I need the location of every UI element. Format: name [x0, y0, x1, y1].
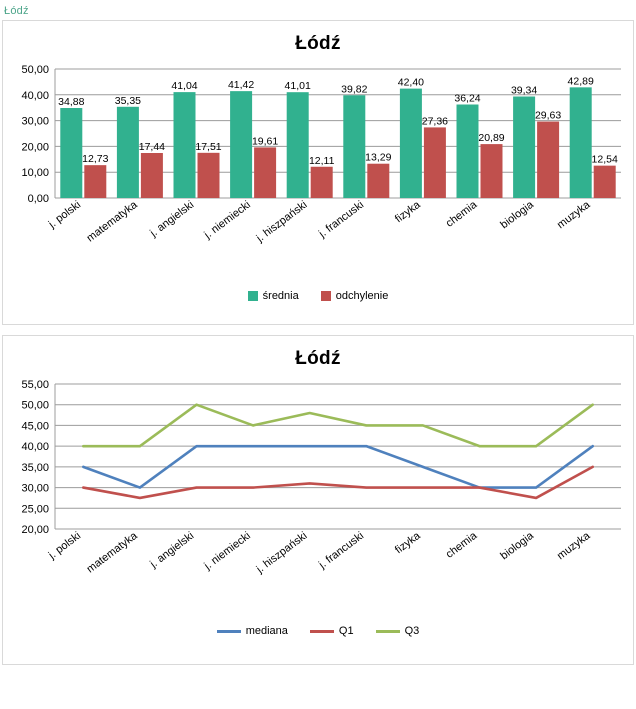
- y-axis-tick-label: 35,00: [21, 461, 49, 474]
- bar-value-label: 17,44: [138, 141, 166, 154]
- bar-value-label: 12,54: [591, 153, 618, 166]
- bar: [513, 97, 535, 198]
- x-axis-tick-label: j. niemiecki: [202, 198, 253, 242]
- line-chart-card: [2, 335, 634, 665]
- bar-chart-plot: [3, 55, 633, 290]
- x-axis-tick-label: fizyka: [393, 198, 423, 226]
- line-chart-title: Łódź: [295, 348, 341, 369]
- x-axis-tick-label: j. francuski: [316, 529, 367, 572]
- legend-label: odchylenie: [335, 290, 389, 302]
- legend-label: mediana: [245, 625, 288, 637]
- x-axis-tick-label: matematyka: [84, 198, 140, 245]
- bar-value-label: 39,82: [341, 83, 368, 96]
- legend-label: Q3: [404, 625, 420, 637]
- bar: [311, 167, 333, 198]
- line-chart-svg: [3, 370, 633, 625]
- bar: [537, 122, 559, 198]
- x-axis-tick-label: matematyka: [84, 529, 140, 576]
- bar: [481, 144, 503, 198]
- bar-value-label: 27,36: [421, 115, 449, 128]
- x-axis-tick-label: biologia: [498, 198, 536, 232]
- bar: [594, 166, 616, 198]
- legend-label: Q1: [338, 625, 354, 637]
- bar-value-label: 35,35: [114, 94, 142, 107]
- line-chart-legend: [3, 625, 633, 637]
- bar-value-label: 36,24: [454, 92, 481, 105]
- bar: [230, 91, 252, 198]
- bar: [367, 164, 389, 198]
- bar: [84, 165, 106, 198]
- x-axis-tick-label: fizyka: [393, 529, 423, 557]
- bar-value-label: 13,29: [365, 151, 392, 164]
- y-axis-tick-label: 20,00: [21, 141, 49, 154]
- y-axis-tick-label: 55,00: [21, 379, 49, 391]
- bar-value-label: 29,63: [534, 109, 562, 122]
- bar: [198, 153, 220, 198]
- legend-swatch: [248, 291, 258, 301]
- y-axis-tick-label: 50,00: [21, 64, 49, 76]
- y-axis-tick-label: 50,00: [21, 399, 49, 412]
- y-axis-tick-label: 25,00: [21, 503, 49, 516]
- bar-value-label: 41,42: [227, 79, 255, 92]
- x-axis-tick-label: j. niemiecki: [202, 529, 253, 573]
- bar-value-label: 17,51: [195, 140, 222, 153]
- bar: [254, 147, 276, 198]
- legend-item: [310, 625, 354, 637]
- bar: [343, 95, 365, 198]
- page-label: Łódź: [4, 5, 29, 17]
- bar-value-label: 12,73: [82, 153, 109, 166]
- x-axis-tick-label: chemia: [443, 198, 480, 230]
- bar-value-label: 39,34: [510, 84, 538, 97]
- x-axis-tick-label: muzyka: [555, 198, 593, 232]
- y-axis-tick-label: 45,00: [21, 420, 49, 433]
- bar-value-label: 34,88: [58, 96, 85, 109]
- x-axis-tick-label: j. francuski: [316, 198, 367, 241]
- y-axis-tick-label: 40,00: [21, 89, 49, 102]
- legend-item: [376, 625, 420, 637]
- bar: [424, 127, 446, 198]
- legend-swatch: [321, 291, 331, 301]
- bar: [287, 92, 309, 198]
- y-axis-tick-label: 10,00: [21, 167, 49, 180]
- line-chart-plot: [3, 370, 633, 625]
- bar-chart-legend: [3, 290, 633, 302]
- bar-value-label: 19,61: [251, 135, 279, 148]
- x-axis-tick-label: j. angielski: [148, 529, 197, 571]
- bar-value-label: 42,40: [397, 76, 425, 89]
- legend-swatch: [310, 630, 334, 633]
- bar-value-label: 41,04: [171, 80, 198, 93]
- bar-value-label: 20,89: [478, 132, 505, 145]
- y-axis-tick-label: 40,00: [21, 441, 49, 454]
- legend-label: średnia: [262, 290, 299, 302]
- legend-item: [217, 625, 288, 637]
- bar: [457, 105, 479, 198]
- x-axis-tick-label: j. polski: [46, 529, 84, 562]
- legend-item: [321, 290, 389, 302]
- x-axis-tick-label: j. polski: [46, 198, 84, 231]
- x-axis-tick-label: biologia: [498, 529, 536, 563]
- x-axis-tick-label: chemia: [443, 529, 480, 561]
- y-axis-tick-label: 20,00: [21, 524, 49, 536]
- y-axis-tick-label: 30,00: [21, 482, 49, 495]
- bar-chart-title: Łódź: [295, 33, 341, 54]
- bar: [174, 92, 196, 198]
- x-axis-tick-label: j. angielski: [148, 198, 197, 240]
- bar-value-label: 41,01: [284, 80, 311, 93]
- y-axis-tick-label: 30,00: [21, 115, 49, 128]
- x-axis-tick-label: j. hiszpański: [254, 529, 310, 576]
- bar-value-label: 12,11: [308, 154, 335, 167]
- bar: [400, 89, 422, 198]
- bar-value-label: 42,89: [567, 75, 594, 88]
- x-axis-tick-label: muzyka: [555, 529, 593, 563]
- bar-chart-svg: [3, 55, 633, 290]
- bar: [60, 108, 82, 198]
- bar-chart-card: [2, 20, 634, 325]
- legend-swatch: [376, 630, 400, 633]
- legend-item: [248, 290, 299, 302]
- x-axis-tick-label: j. hiszpański: [254, 198, 310, 245]
- bar: [141, 153, 163, 198]
- y-axis-tick-label: 0,00: [27, 193, 49, 205]
- bar: [117, 107, 139, 198]
- bar: [570, 87, 592, 198]
- legend-swatch: [217, 630, 241, 633]
